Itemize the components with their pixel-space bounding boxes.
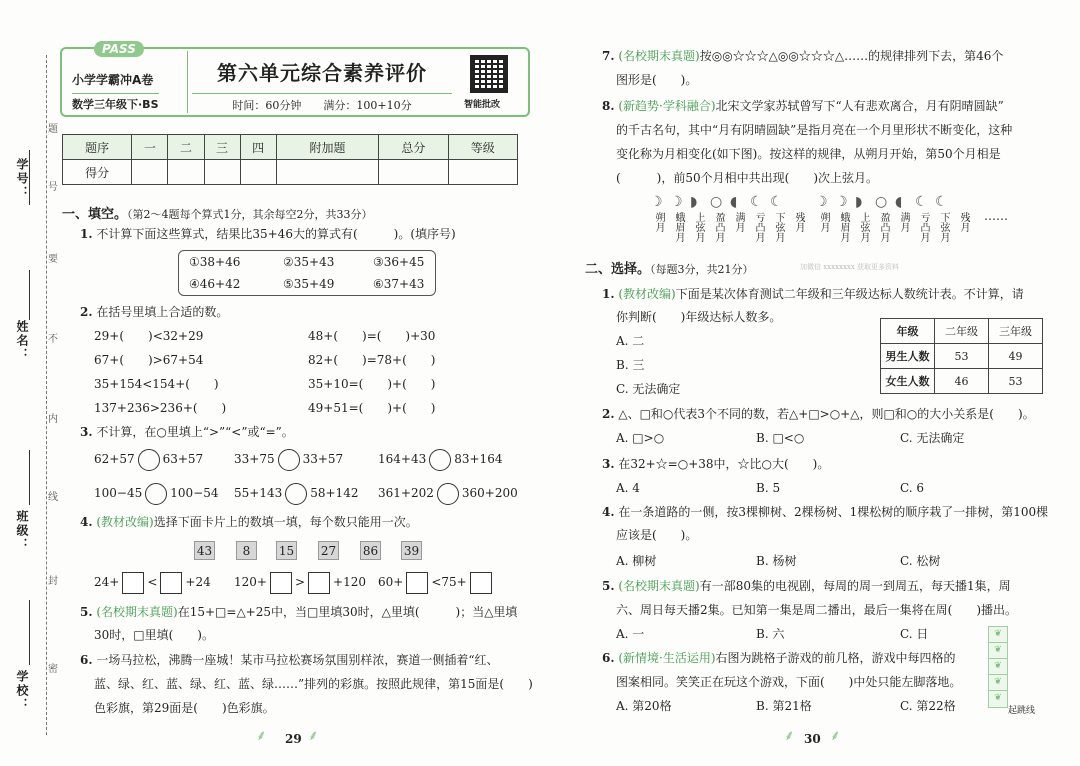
q3-item: 55+143 58+142 bbox=[234, 481, 358, 505]
score-cell[interactable] bbox=[240, 160, 276, 185]
name-label: 姓名： bbox=[15, 320, 29, 362]
q4-expression: 120+ > +120 bbox=[234, 570, 366, 594]
choice-4: 4. 在一条道路的一侧，按3棵柳树、2棵杨树、1棵松树的顺序栽了一排树，第100棵 bbox=[602, 505, 1049, 519]
compare-circle[interactable] bbox=[145, 483, 167, 505]
q2-item: 82+( )=78+( ) bbox=[308, 353, 436, 367]
moon-phase-icon: ◗ bbox=[855, 194, 863, 210]
school-line bbox=[29, 600, 30, 665]
footprint-icon: ❦ bbox=[989, 627, 1007, 643]
moon-label: 残月 bbox=[958, 212, 969, 232]
moon-phase-icon: ◖ bbox=[730, 194, 738, 210]
question-7: 7. (名校期末真题)按◎◎☆☆☆△◎◎☆☆☆△……的规律排列下去，第46个 bbox=[602, 49, 1004, 63]
pass-logo: PASS bbox=[94, 41, 144, 57]
option-b[interactable]: B. 三 bbox=[616, 358, 645, 372]
gutter-mark: 密 bbox=[48, 664, 58, 675]
moon-phase-icon: ◖ bbox=[895, 194, 903, 210]
score-table-row: 得分 bbox=[63, 160, 518, 185]
q3-item: 100−45 100−54 bbox=[94, 481, 218, 505]
choice-4-cont: 应该是( )。 bbox=[616, 528, 698, 542]
question-6-cont: 蓝、绿、红、蓝、绿、红、蓝、绿……”排列的彩旗。按照此规律，第15面是( ) bbox=[94, 677, 533, 691]
gutter-mark: 要 bbox=[48, 254, 58, 265]
number-card[interactable]: 39 bbox=[401, 541, 422, 560]
question-4: 4. (教材改编)选择下面卡片上的数填一填，每个数只能用一次。 bbox=[80, 515, 418, 529]
compare-circle[interactable] bbox=[429, 449, 451, 471]
sprout-icon: ⸙ bbox=[784, 728, 795, 744]
moon-label: 上弦月 bbox=[693, 212, 704, 242]
q2-item: 29+( )<32+29 bbox=[94, 329, 204, 343]
gutter-mark: 不 bbox=[48, 334, 58, 345]
number-card[interactable]: 27 bbox=[318, 541, 339, 560]
qr-label: 智能批改 bbox=[464, 100, 501, 110]
moon-label: 蛾眉月 bbox=[838, 212, 849, 242]
grade-label: 数学三年级下·BS bbox=[72, 93, 159, 112]
question-6-cont: 色彩旗，第29面是( )色彩旗。 bbox=[94, 701, 275, 715]
q3-item: 62+57 63+57 bbox=[94, 447, 203, 471]
moon-phase-icon: ○ bbox=[710, 194, 723, 210]
exam-header bbox=[60, 42, 530, 117]
gutter-mark: 题 bbox=[48, 124, 58, 135]
q4-expression: 60+ <75+ bbox=[378, 570, 495, 594]
gutter-mark: 号 bbox=[48, 182, 58, 193]
school-label: 学校： bbox=[15, 670, 29, 712]
sprout-icon: ⸙ bbox=[830, 728, 841, 744]
moon-label: 满月 bbox=[898, 212, 909, 232]
answer-box[interactable] bbox=[122, 572, 144, 594]
option-c[interactable]: C. 6 bbox=[900, 481, 925, 495]
compare-circle[interactable] bbox=[285, 483, 307, 505]
student-id-label: 学号： bbox=[15, 158, 29, 200]
compare-circle[interactable] bbox=[437, 483, 459, 505]
option-a[interactable]: A. 一 bbox=[616, 627, 645, 641]
number-card[interactable]: 8 bbox=[236, 541, 257, 560]
question-8-cont: ( )，前50个月相中共出现( )次上弦月。 bbox=[616, 171, 878, 185]
page-number: 29 bbox=[285, 732, 302, 746]
choice-3: 3. 在32+☆=○+38中，☆比○大( )。 bbox=[602, 457, 830, 471]
moon-phase-icon: ☽ bbox=[815, 194, 828, 210]
footprint-icon: ❦ bbox=[994, 693, 1002, 703]
gutter-mark: 线 bbox=[48, 492, 58, 503]
moon-phase-icon: ○ bbox=[875, 194, 888, 210]
number-card[interactable]: 86 bbox=[360, 541, 381, 560]
moon-label: 下弦月 bbox=[773, 212, 784, 242]
series-box bbox=[64, 42, 188, 113]
option-c[interactable]: C. 第22格 bbox=[900, 699, 956, 713]
score-cell[interactable] bbox=[276, 160, 379, 185]
footprint-icon: ❦ bbox=[989, 659, 1007, 675]
question-8-cont: 变化称为月相变化(如下图)。按这样的规律，从朔月开始，第50个月相是 bbox=[616, 147, 1001, 161]
class-label: 班级： bbox=[15, 510, 29, 552]
q2-item: 67+( )>67+54 bbox=[94, 353, 204, 367]
option-b[interactable]: B. 5 bbox=[756, 481, 781, 495]
question-5: 5. (名校期末真题)在15+□=△+25中，当□里填30时，△里填( )；当△里填 bbox=[80, 605, 518, 619]
option-c[interactable]: C. 无法确定 bbox=[900, 431, 965, 445]
option-c[interactable]: C. 无法确定 bbox=[616, 382, 681, 396]
moon-label: 朔月 bbox=[653, 212, 664, 232]
sprout-icon: ⸙ bbox=[308, 728, 319, 744]
score-cell[interactable] bbox=[448, 160, 517, 185]
option-a[interactable]: A. 柳树 bbox=[616, 554, 657, 568]
class-line bbox=[29, 450, 30, 505]
option-c[interactable]: C. 松树 bbox=[900, 554, 941, 568]
answer-box[interactable] bbox=[308, 572, 330, 594]
score-cell[interactable] bbox=[379, 160, 448, 185]
student-id-line bbox=[29, 150, 30, 205]
answer-box[interactable] bbox=[406, 572, 428, 594]
moon-ellipsis: …… bbox=[984, 209, 1008, 223]
question-7-cont: 图形是( )。 bbox=[616, 73, 698, 87]
sprout-icon: ⸙ bbox=[256, 728, 267, 744]
number-card[interactable]: 43 bbox=[194, 541, 215, 560]
question-2: 2. 在括号里填上合适的数。 bbox=[80, 305, 229, 319]
score-cell[interactable] bbox=[132, 160, 168, 185]
q3-item: 164+43 83+164 bbox=[378, 447, 502, 471]
moon-phase-icon: ☾ bbox=[770, 194, 783, 210]
footprint-icon: ❦ bbox=[989, 643, 1007, 659]
hopscotch-figure bbox=[988, 626, 1008, 708]
option-a[interactable]: A. □>○ bbox=[616, 431, 665, 445]
choice-6-cont: 图案相同。笑笑正在玩这个游戏，下面( )中处只能左脚落地。 bbox=[616, 675, 962, 689]
answer-box[interactable] bbox=[470, 572, 492, 594]
moon-label: 盈凸月 bbox=[713, 212, 724, 242]
moon-phase-icon: ☾ bbox=[915, 194, 928, 210]
moon-label: 上弦月 bbox=[858, 212, 869, 242]
option-c[interactable]: C. 日 bbox=[900, 627, 929, 641]
option-a[interactable]: A. 第20格 bbox=[616, 699, 672, 713]
moon-label: 亏凸月 bbox=[753, 212, 764, 242]
q2-item: 35+154<154+( ) bbox=[94, 377, 219, 391]
moon-phase-icon: ◗ bbox=[690, 194, 698, 210]
question-8-cont: 的千古名句，其中“月有阴晴圆缺”是指月亮在一个月里形状不断变化，这种 bbox=[616, 123, 1013, 137]
test-stats-table: 年级 二年级 三年级 男生人数 53 49 女生人数 46 53 bbox=[880, 318, 1043, 394]
watermark: 加微信 xxxxxxxx 获取更多资料 bbox=[800, 263, 900, 271]
moon-label: 盈凸月 bbox=[878, 212, 889, 242]
score-table-header: 题序 一 二 三 四 附加题 总分 等级 bbox=[63, 135, 518, 160]
exam-meta: 时间：60分钟 满分：100+10分 bbox=[192, 93, 452, 113]
section-title: 二、选择。（每题3分，共21分） bbox=[585, 262, 754, 277]
question-1: 1. 不计算下面这些算式，结果比35+46大的算式有( )。(填序号) bbox=[80, 227, 456, 241]
choice-1: 1. (教材改编)下面是某次体育测试二年级和三年级达标人数统计表。不计算，请 bbox=[602, 287, 1024, 301]
q1-options-box: ①38+46 ②35+43 ③36+45 ④46+42 ⑤35+49 ⑥37+43 bbox=[178, 250, 436, 296]
binding-line bbox=[46, 55, 47, 735]
name-line bbox=[29, 270, 30, 320]
moon-phase-icon: ☽ bbox=[650, 194, 663, 210]
choice-5-cont: 六、周日每天播2集。已知第一集是周二播出，最后一集将在周( )播出。 bbox=[616, 603, 1018, 617]
question-3: 3. 不计算，在○里填上“>”“<”或“=”。 bbox=[80, 425, 294, 439]
gutter-mark: 内 bbox=[48, 414, 58, 425]
answer-box[interactable] bbox=[160, 572, 182, 594]
choice-6: 6. (新情境·生活运用)右图为跳格子游戏的前几格，游戏中每四格的 bbox=[602, 651, 956, 665]
start-line-label: 起跳线 bbox=[1008, 706, 1036, 716]
moon-label: 蛾眉月 bbox=[673, 212, 684, 242]
option-b[interactable]: B. 六 bbox=[756, 627, 785, 641]
choice-1-cont: 你判断( )年级达标人数多。 bbox=[616, 310, 782, 324]
page-number: 30 bbox=[804, 732, 821, 746]
score-cell[interactable] bbox=[204, 160, 240, 185]
section-title: 一、填空。（第2～4题每个算式1分，其余每空2分，共33分） bbox=[62, 207, 373, 222]
score-cell[interactable] bbox=[168, 160, 204, 185]
moon-label: 残月 bbox=[793, 212, 804, 232]
moon-label: 满月 bbox=[733, 212, 744, 232]
score-table bbox=[62, 134, 518, 185]
moon-label: 下弦月 bbox=[938, 212, 949, 242]
answer-box[interactable] bbox=[270, 572, 292, 594]
q4-expression: 24+ < +24 bbox=[94, 570, 211, 594]
option-a[interactable]: A. 4 bbox=[616, 481, 640, 495]
q2-item: 35+10=( )+( ) bbox=[308, 377, 436, 391]
option-b[interactable]: B. 杨树 bbox=[756, 554, 797, 568]
question-5-cont: 30时，□里填( )。 bbox=[94, 628, 214, 642]
qr-code-icon[interactable] bbox=[470, 55, 508, 93]
series-name: 小学学霸冲A卷 bbox=[72, 73, 154, 87]
option-b[interactable]: B. 第21格 bbox=[756, 699, 812, 713]
choice-5: 5. (名校期末真题)有一部80集的电视剧，每周的周一到周五，每天播1集，周 bbox=[602, 579, 1011, 593]
question-6: 6. 一场马拉松，沸腾一座城！某市马拉松赛场氛围别样浓，赛道一侧插着“红、 bbox=[80, 653, 499, 667]
moon-label: 亏凸月 bbox=[918, 212, 929, 242]
moon-phase-icon: ☾ bbox=[935, 194, 948, 210]
q2-item: 48+( )=( )+30 bbox=[308, 329, 436, 343]
moon-phase-icon: ☾ bbox=[750, 194, 763, 210]
q2-item: 137+236>236+( ) bbox=[94, 401, 227, 415]
moon-phase-icon: ☽ bbox=[835, 194, 848, 210]
moon-label: 朔月 bbox=[818, 212, 829, 232]
option-a[interactable]: A. 二 bbox=[616, 334, 645, 348]
compare-circle[interactable] bbox=[278, 449, 300, 471]
exam-title: 第六单元综合素养评价 bbox=[217, 61, 427, 85]
footprint-icon: ❦ bbox=[989, 675, 1007, 691]
option-b[interactable]: B. □<○ bbox=[756, 431, 805, 445]
question-8: 8. (新趋势·学科融合)北宋文学家苏轼曾写下“人有悲欢离合，月有阴晴圆缺” bbox=[602, 99, 1004, 113]
q3-item: 361+202 360+200 bbox=[378, 481, 518, 505]
number-card[interactable]: 15 bbox=[276, 541, 297, 560]
choice-2: 2. △、□和○代表3个不同的数，若△+□>○+△，则□和○的大小关系是( )。 bbox=[602, 407, 1035, 421]
q3-item: 33+75 33+57 bbox=[234, 447, 343, 471]
gutter-mark: 封 bbox=[48, 576, 58, 587]
moon-phase-icon: ☽ bbox=[670, 194, 683, 210]
compare-circle[interactable] bbox=[138, 449, 160, 471]
q2-item: 49+51=( )+( ) bbox=[308, 401, 436, 415]
